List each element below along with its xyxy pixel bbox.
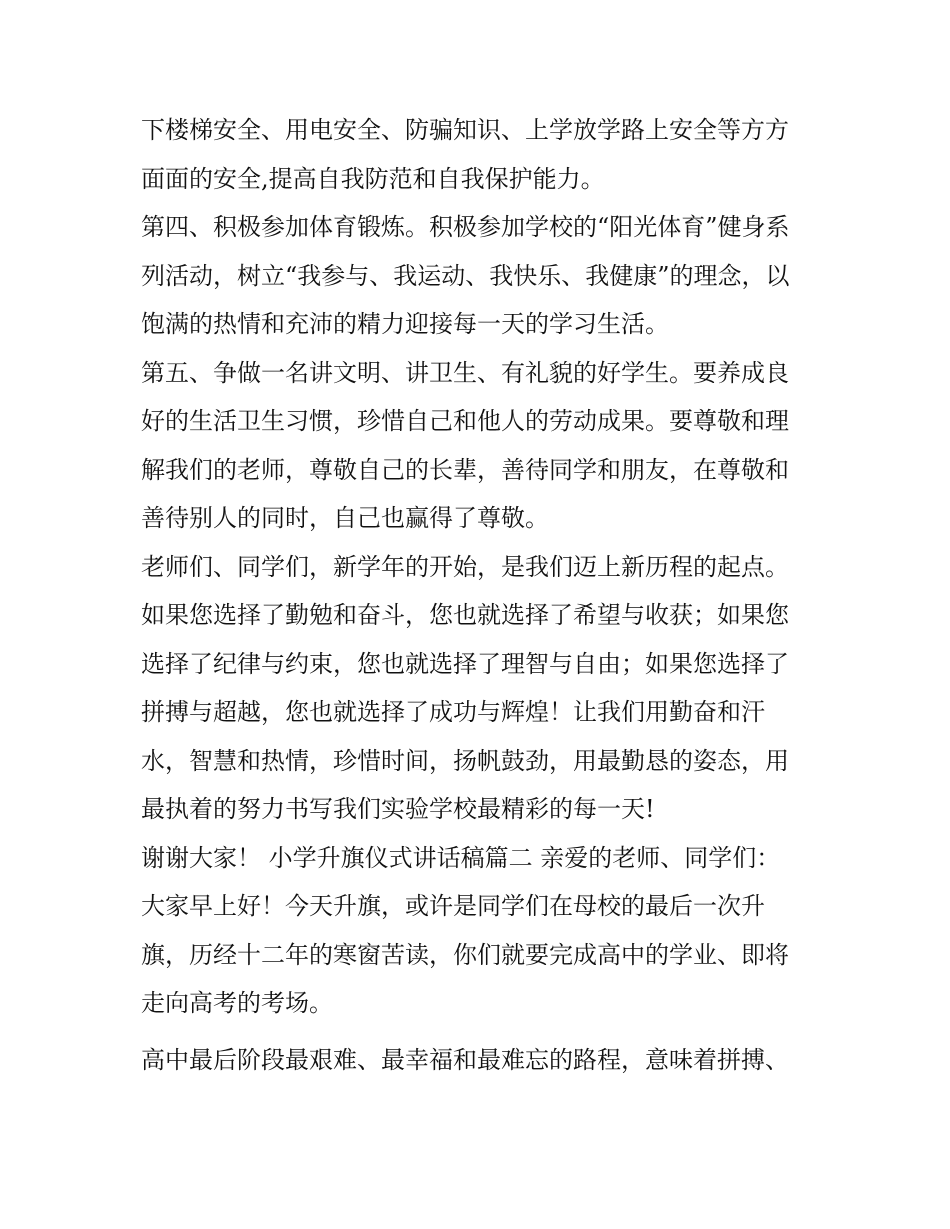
text-line: 饱满的热情和充沛的精力迎接每一天的学习生活。 (141, 310, 669, 338)
text-line: 面面的安全,提高自我防范和自我保护能力。 (141, 164, 605, 193)
text-line: 水，智慧和热情，珍惜时间，扬帆鼓劲，用最勤恳的姿态，用 (141, 746, 789, 775)
paragraph-gap (141, 1028, 821, 1036)
text-line: 谢谢大家！ 小学升旗仪式讲话稿篇二 亲爱的老师、同学们： (141, 843, 781, 872)
text-line: 高中最后阶段最艰难、最幸福和最难忘的路程，意味着拼搏、 (141, 1045, 789, 1074)
text-line: 大家早上好！今天升旗，或许是同学们在母校的最后一次升 (141, 892, 765, 920)
text-line: 最执着的努力书写我们实验学校最精彩的每一天! (141, 795, 655, 823)
text-line: 老师们、同学们，新学年的开始，是我们迈上新历程的起点。 (141, 552, 789, 581)
text-line: 选择了纪律与约束，您也就选择了理智与自由；如果您选择了 (141, 649, 789, 678)
text-line: 拼搏与超越，您也就选择了成功与辉煌！让我们用勤奋和汗 (141, 698, 765, 726)
text-line: 列活动，树立“我参与、我运动、我快乐、我健康”的理念，以 (141, 261, 790, 290)
text-line: 善待别人的同时，自己也赢得了尊敬。 (141, 504, 549, 532)
document-body (141, 106, 821, 1084)
text-line: 第四、积极参加体育锻炼。积极参加学校的“阳光体育”健身系 (141, 213, 790, 241)
text-line: 第五、争做一名讲文明、讲卫生、有礼貌的好学生。要养成良 (141, 358, 789, 387)
text-line: 解我们的老师，尊敬自己的长辈，善待同学和朋友，在尊敬和 (141, 455, 789, 484)
text-line: 如果您选择了勤勉和奋斗，您也就选择了希望与收获；如果您 (141, 601, 789, 629)
text-line: 好的生活卫生习惯，珍惜自己和他人的劳动成果。要尊敬和理 (141, 407, 789, 435)
text-line: 旗，历经十二年的寒窗苦读，你们就要完成高中的学业、即将 (141, 940, 789, 969)
text-line: 下楼梯安全、用电安全、防骗知识、上学放学路上安全等方方 (141, 116, 789, 144)
text-line: 走向高考的考场。 (141, 989, 333, 1017)
